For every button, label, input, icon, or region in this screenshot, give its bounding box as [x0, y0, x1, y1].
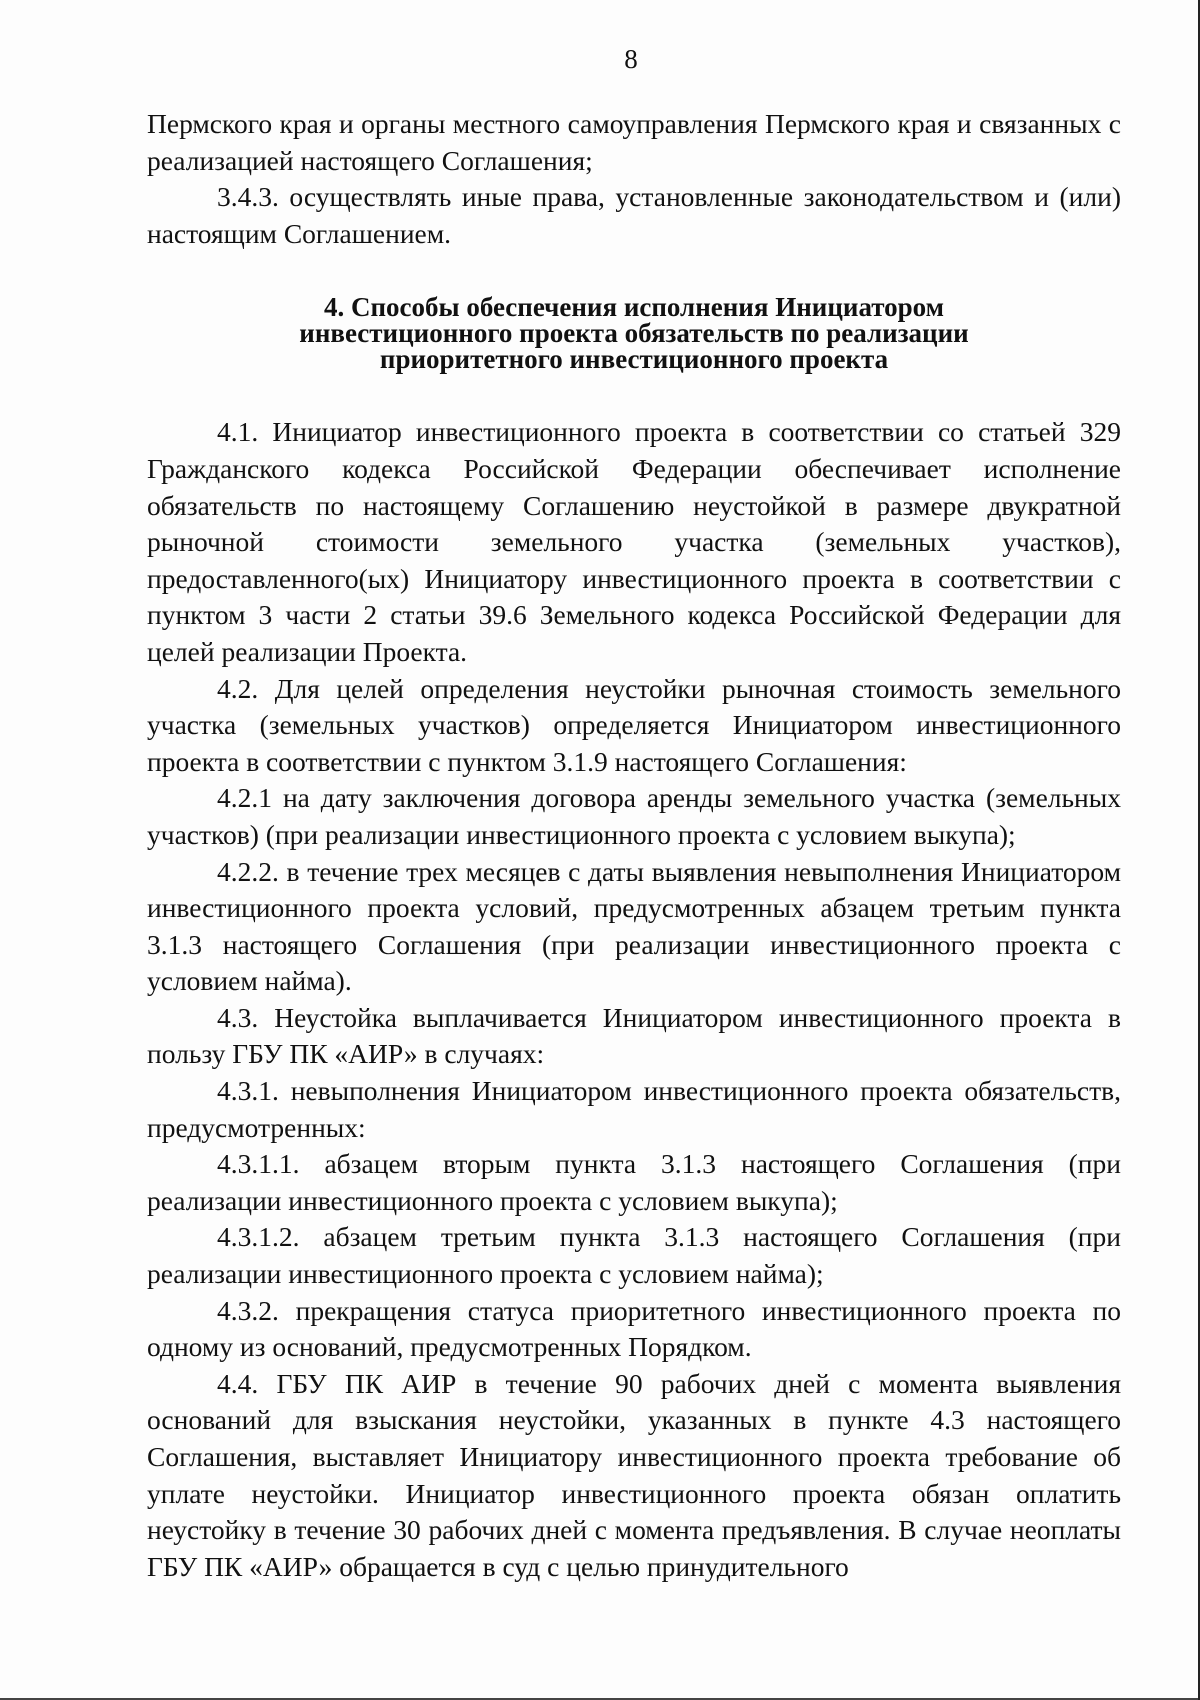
paragraph-3-4-3: 3.4.3. осуществлять иные права, установленные законодательством и (или) настоящим Соглашением.	[147, 181, 1121, 249]
section-heading-line: инвестиционного проекта обязательств по реализации	[299, 318, 969, 349]
paragraph-4-1: 4.1. Инициатор инвестиционного проекта в соответствии со статьей 329 Гражданского кодекса Российской Федерации обеспечивает исполнение обязательств по настоящему Соглашению неустойкой в размере двукратной рыночной стоимости земельного участка (земельных участков), предоставленного(ых) Инициатору инвестиционного проекта в соответствии с пунктом 3 части 2 статьи 39.6 Земельного кодекса Российской Федерации для целей реализации Проекта.	[147, 416, 1121, 667]
section-heading-line: приоритетного инвестиционного проекта	[379, 344, 889, 375]
paragraph-4-3-1-1: 4.3.1.1. абзацем вторым пункта 3.1.3 настоящего Соглашения (при реализации инвестиционного проекта с условием выкупа);	[147, 1148, 1121, 1216]
paragraph-4-2-2: 4.2.2. в течение трех месяцев с даты выявления невыполнения Инициатором инвестиционного проекта условий, предусмотренных абзацем третьим пункта 3.1.3 настоящего Соглашения (при реализации инвестиционного проекта с условием найма).	[147, 855, 1121, 997]
paragraph-4-4: 4.4. ГБУ ПК АИР в течение 90 рабочих дней с момента выявления оснований для взыскания неустойки, указанных в пункте 4.3 настоящего Соглашения, выставляет Инициатору инвестиционного проекта требование об уплате неустойки. Инициатор инвестиционного проекта обязан оплатить неустойку в течение 30 рабочих дней с момента предъявления. В случае неоплаты ГБУ ПК «АИР» обращается в суд с целью принудительного	[147, 1367, 1121, 1582]
paragraph-4-3-1-2: 4.3.1.2. абзацем третьим пункта 3.1.3 настоящего Соглашения (при реализации инвестиционного проекта с условием найма);	[147, 1221, 1121, 1290]
paragraph-4-3-2: 4.3.2. прекращения статуса приоритетного инвестиционного проекта по одному из оснований, предусмотренных Порядком.	[147, 1294, 1121, 1363]
paragraph-4-2: 4.2. Для целей определения неустойки рыночная стоимость земельного участка (земельных участков) определяется Инициатором инвестиционного проекта в соответствии с пунктом 3.1.9 настоящего Соглашения:	[147, 672, 1121, 777]
paragraph-4-2-1: 4.2.1 на дату заключения договора аренды земельного участка (земельных участков) (при реализации инвестиционного проекта с условием выкупа);	[147, 782, 1121, 850]
paragraph-4-3-1: 4.3.1. невыполнения Инициатором инвестиционного проекта обязательств, предусмотренных:	[147, 1075, 1121, 1143]
paragraph-4-3: 4.3. Неустойка выплачивается Инициатором инвестиционного проекта в пользу ГБУ ПК «АИР» в случаях:	[147, 1001, 1121, 1070]
section-heading	[147, 292, 1121, 375]
section-heading-line: 4. Способы обеспечения исполнения Инициатором	[323, 292, 945, 323]
page-number: 8	[624, 44, 638, 74]
document-body	[147, 106, 1121, 1585]
paragraph-continuation: Пермского края и органы местного самоуправления Пермского края и связанных с реализацией настоящего Соглашения;	[147, 108, 1121, 176]
